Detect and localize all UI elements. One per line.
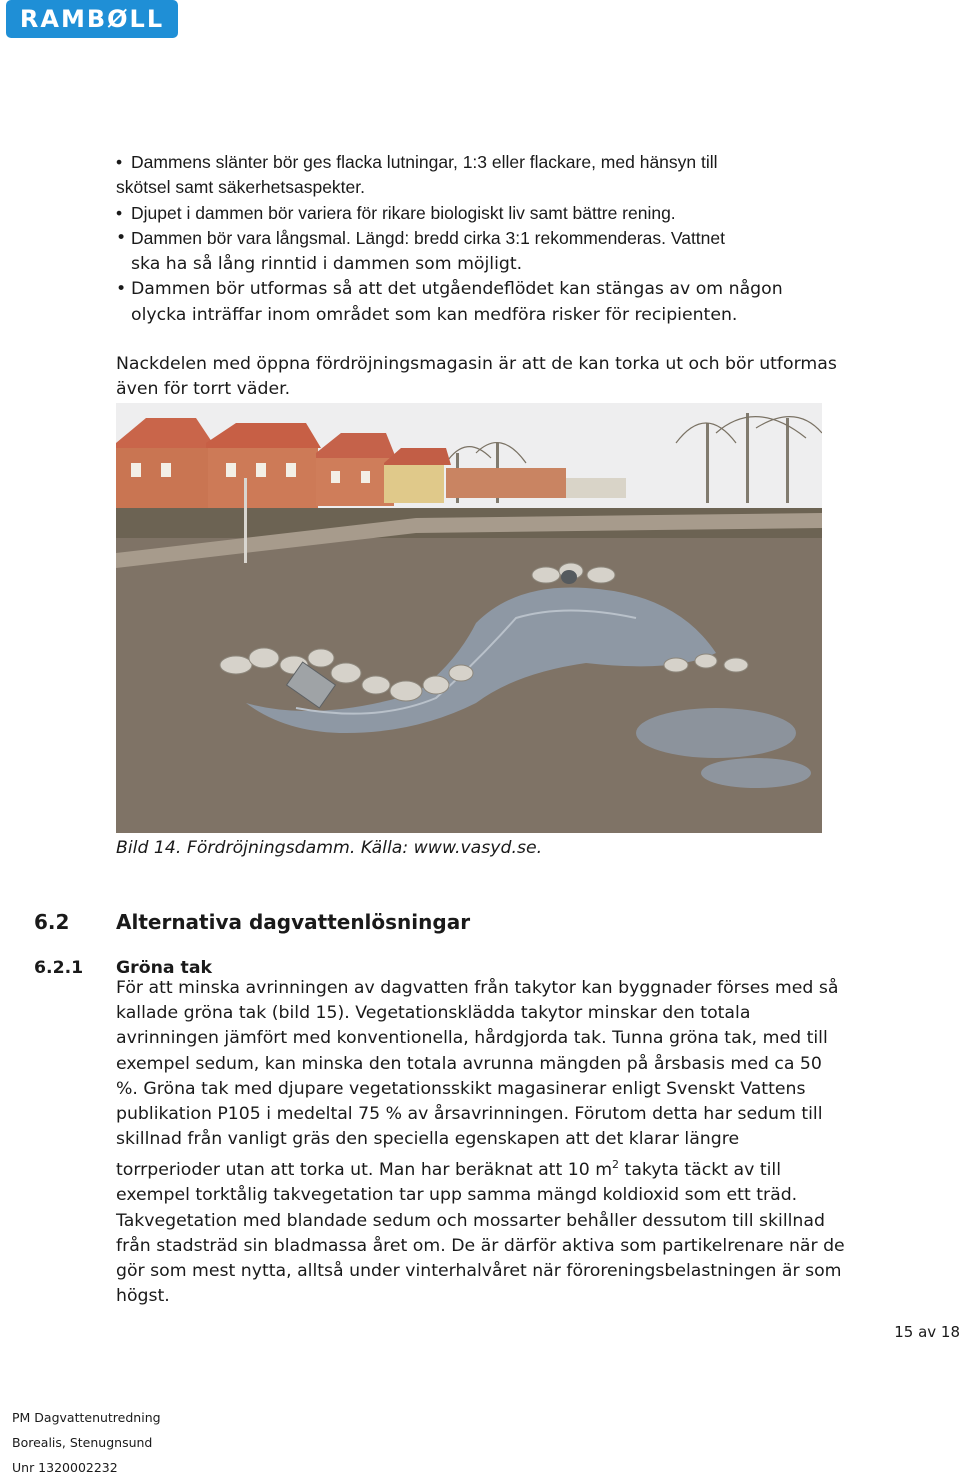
section-number: 6.2	[34, 910, 70, 934]
list-item-text: Dammen bör vara långsmal. Längd: bredd cirka 3:1 rekommenderas. Vattnet	[131, 227, 726, 248]
list-item	[116, 201, 836, 226]
list-item-text-continued: ska ha så lång rinntid i dammen som möjligt.	[131, 254, 523, 275]
subsection-number: 6.2.1	[34, 958, 84, 978]
page-number: 15 av 18	[894, 1323, 960, 1341]
intro-paragraph: Nackdelen med öppna fördröjningsmagasin är att de kan torka ut och bör utformas även för torrt väder.	[116, 354, 837, 400]
green-roof-paragraph	[116, 976, 846, 1309]
list-item	[116, 226, 836, 278]
footer-title: PM Dagvattenutredning	[12, 1410, 161, 1425]
list-item-text-continued: olycka inträffar inom området som kan medföra risker för recipienten.	[131, 304, 738, 325]
body-text-part1: För att minska avrinningen av dagvatten från takytor kan byggnader förses med så kallade gröna tak (bild 15). Vegetationsklädda takytor minskar den totala avrinningen jämfört med konventionella, hårdgjorda tak. Tunna gröna tak, med till exempel sedum, kan minska den totala avrunna mängden på årsbasis med ca 50 %. Gröna tak med djupare vegetationsskikt magasinerar enligt Svenskt Vattens publikation P105 i medeltal 75 % av årsavrinningen. Förutom detta har sedum till skillnad från vanligt gräs den speciella egenskapen att det klarar längre torrperioder utan att torka ut. Man har beräknat att 10 m	[116, 978, 839, 1181]
superscript: 2	[612, 1158, 620, 1172]
design-recommendations-list	[116, 150, 836, 328]
list-item-text: Dammen bör utformas så att det utgåendeflödet kan stängas av om någon	[131, 279, 783, 300]
ramboll-logo: RAMBØLL	[6, 0, 178, 38]
figure-caption: Bild 14. Fördröjningsdamm. Källa: www.vasyd.se.	[116, 838, 543, 858]
list-item-text: Djupet i dammen bör variera för rikare biologiskt liv samt bättre rening.	[131, 202, 676, 223]
subsection-title: Gröna tak	[116, 958, 212, 978]
detention-pond-photo	[116, 403, 822, 833]
footer-unr: Unr 1320002232	[12, 1460, 118, 1475]
section-title: Alternativa dagvattenlösningar	[116, 910, 471, 934]
detention-pond-illustration	[116, 403, 822, 833]
document-footer	[12, 1405, 161, 1480]
footer-project: Borealis, Stenugnsund	[12, 1435, 153, 1450]
list-item-text-continued: skötsel samt säkerhetsaspekter.	[116, 177, 365, 198]
body-text-part2: takyta täckt av till exempel torktålig takvegetation tar upp samma mängd koldioxid som ett träd. Takvegetation med blandade sedum och mossarter behåller dessutom till skillnad från stadsträd sin bladmassa året om. De är därför aktiva som partikelrenare när de gör som mest nytta, alltså under vinterhalvåret när föroreningsbelastningen är som högst.	[116, 1160, 845, 1307]
section-heading	[34, 910, 470, 934]
list-item	[116, 277, 836, 328]
list-item-text: Dammens slänter bör ges flacka lutningar, 1:3 eller flackare, med hänsyn till	[131, 152, 718, 172]
list-item	[116, 150, 836, 201]
subsection-heading	[34, 958, 212, 978]
